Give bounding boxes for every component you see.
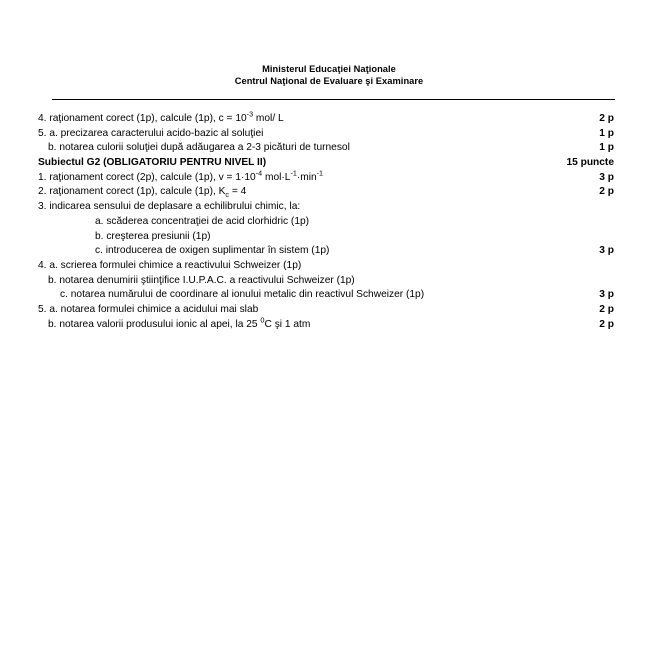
- answer-row-text: 1. raţionament corect (2p), calcule (1p), $v = 1\cdot 10^{-4}$ $mol\cdot L^{-1}\cdot\min^{-1}$: [38, 168, 324, 183]
- superscript: -3: [246, 109, 254, 119]
- answer-key-list: [0, 109, 658, 332]
- answer-row: [0, 288, 658, 303]
- answer-row-text: b. notarea denumirii ştiinţifice I.U.P.A.C. a reactivului Schweizer (1p): [48, 274, 355, 286]
- answer-row-text: 4. raţionament corect (1p), calcule (1p), $c = 10^{-3}$ mol/ L: [38, 109, 284, 124]
- answer-row: [0, 274, 658, 289]
- subscript: c: [225, 190, 230, 200]
- answer-row-points: 2 p: [599, 303, 614, 315]
- answer-row: [0, 303, 658, 318]
- answer-row-text: Subiectul G2 (OBLIGATORIU PENTRU NIVEL II): [38, 157, 267, 169]
- answer-row-points: 3 p: [599, 289, 614, 301]
- answer-row-text: b. creşterea presiunii (1p): [95, 230, 211, 242]
- answer-row: [0, 109, 658, 127]
- superscript: -1: [290, 168, 297, 178]
- answer-row: [0, 127, 658, 142]
- header-center-line: Centrul Naţional de Evaluare şi Examinare: [234, 75, 424, 86]
- degree-superscript: 0: [260, 315, 265, 325]
- answer-row-text: 2. raţionament corect (1p), calcule (1p), $K_c = 4$: [38, 186, 247, 200]
- answer-row-text: 3. indicarea sensului de deplasare a echilibrului chimic, la:: [38, 201, 301, 213]
- answer-row-points: 15 puncte: [566, 157, 614, 169]
- answer-row: [0, 315, 658, 333]
- answer-row-text: 5. a. precizarea caracterului acido-bazic al soluţiei: [38, 127, 264, 139]
- answer-row-points: 3 p: [599, 171, 614, 183]
- answer-row: [0, 215, 658, 230]
- superscript: -4: [255, 168, 263, 178]
- answer-row: [0, 168, 658, 186]
- answer-row-text: b. notarea valorii produsului ionic al apei, la 25 $^0$C şi 1 atm: [48, 315, 311, 330]
- answer-row: [0, 185, 658, 200]
- answer-row-text: 4. a. scrierea formulei chimice a reactivului Schweizer (1p): [38, 259, 302, 271]
- answer-row-points: 2 p: [599, 186, 614, 198]
- answer-row-text: c. introducerea de oxigen suplimentar în sistem (1p): [95, 245, 330, 257]
- answer-row-text: a. scăderea concentraţiei de acid clorhidric (1p): [95, 215, 310, 227]
- answer-row: [0, 141, 658, 156]
- document-header: [0, 64, 658, 87]
- answer-row-text: b. notarea culorii soluţiei după adăugarea a 2-3 picături de turnesol: [48, 142, 350, 154]
- answer-row-points: 1 p: [599, 127, 614, 139]
- answer-row-points: 3 p: [599, 245, 614, 257]
- answer-row-text: c. notarea numărului de coordinare al ionului metalic din reactivul Schweizer (1p): [60, 289, 425, 301]
- answer-row-points: 2 p: [599, 113, 614, 124]
- answer-row: [0, 200, 658, 215]
- answer-row-points: 1 p: [599, 142, 614, 154]
- answer-row-points: 2 p: [599, 318, 614, 330]
- header-divider-rule: [52, 99, 615, 100]
- answer-row: [0, 244, 658, 259]
- answer-row: [0, 259, 658, 274]
- superscript: -1: [316, 168, 324, 178]
- answer-row: [0, 230, 658, 245]
- header-ministry-line: Ministerul Educaţiei Naţionale: [262, 64, 396, 74]
- answer-row: [0, 156, 658, 171]
- answer-row-text: 5. a. notarea formulei chimice a acidului mai slab: [38, 303, 259, 315]
